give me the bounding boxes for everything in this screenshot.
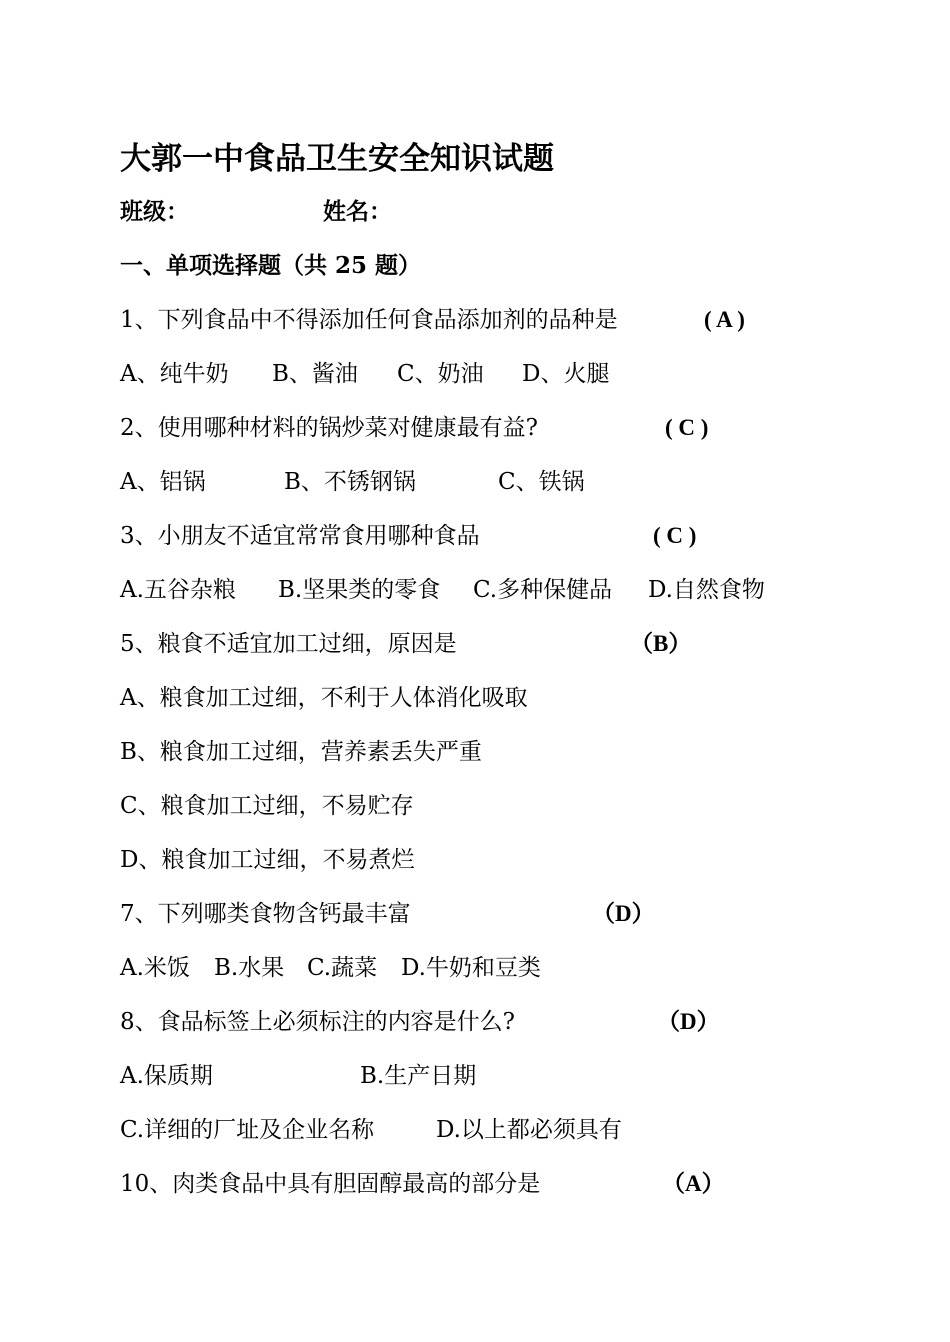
question-5-option-d: D、粮食加工过细，不易煮烂 bbox=[120, 847, 415, 873]
option-a: A、铝锅 bbox=[120, 469, 206, 495]
question-3-answer: ( C ) bbox=[653, 523, 697, 548]
question-7-stem: 7、下列哪类食物含钙最丰富 bbox=[120, 901, 411, 927]
option-c: C.多种保健品 bbox=[473, 577, 613, 603]
class-label: 班级： bbox=[120, 198, 189, 225]
question-8-options-row-1 bbox=[120, 1061, 477, 1091]
option-d: D、火腿 bbox=[522, 361, 610, 387]
option-d: D.牛奶和豆类 bbox=[401, 955, 541, 981]
option-a: A.五谷杂粮 bbox=[120, 577, 236, 603]
question-7-options bbox=[120, 953, 541, 983]
option-b: B.坚果类的零食 bbox=[278, 577, 441, 603]
question-8-answer: （D） bbox=[657, 1009, 720, 1034]
question-5-option-a: A、粮食加工过细，不利于人体消化吸取 bbox=[120, 685, 528, 711]
option-c: C.详细的厂址及企业名称 bbox=[120, 1117, 375, 1143]
question-2-options bbox=[120, 467, 585, 497]
question-5-option-c: C、粮食加工过细，不易贮存 bbox=[120, 793, 414, 819]
question-8-options-row-2 bbox=[120, 1115, 622, 1145]
option-a: A.保质期 bbox=[120, 1063, 213, 1089]
option-a: A.米饭 bbox=[120, 955, 190, 981]
option-c: C、铁锅 bbox=[498, 469, 585, 495]
question-5-answer: （B） bbox=[630, 631, 692, 656]
option-b: B、酱油 bbox=[272, 361, 358, 387]
option-d: D.自然食物 bbox=[648, 577, 765, 603]
question-5-option-b: B、粮食加工过细，营养素丢失严重 bbox=[120, 739, 482, 765]
option-b: B、不锈钢锅 bbox=[284, 469, 416, 495]
document-title: 大郭一中食品卫生安全知识试题 bbox=[120, 141, 554, 177]
question-3-stem: 3、小朋友不适宜常常食用哪种食品 bbox=[120, 523, 480, 549]
option-b: B.水果 bbox=[214, 955, 285, 981]
name-label: 姓名： bbox=[323, 198, 392, 225]
question-8-stem: 8、食品标签上必须标注的内容是什么? bbox=[120, 1009, 515, 1035]
option-b: B.生产日期 bbox=[360, 1063, 477, 1089]
question-1-answer: ( A ) bbox=[704, 307, 745, 332]
section-heading: 一、单项选择题（共 25 题） bbox=[120, 252, 422, 279]
option-c: C、奶油 bbox=[397, 361, 484, 387]
question-10-answer: （A） bbox=[662, 1171, 725, 1196]
option-a: A、纯牛奶 bbox=[120, 361, 229, 387]
question-7-answer: （D） bbox=[592, 901, 655, 926]
question-3-options bbox=[120, 575, 765, 605]
question-10-stem: 10、肉类食品中具有胆固醇最高的部分是 bbox=[120, 1171, 541, 1197]
option-c: C.蔬菜 bbox=[307, 955, 378, 981]
question-5-stem: 5、粮食不适宜加工过细，原因是 bbox=[120, 631, 457, 657]
question-1-options bbox=[120, 359, 610, 389]
option-d: D.以上都必须具有 bbox=[436, 1117, 622, 1143]
question-1-stem: 1、下列食品中不得添加任何食品添加剂的品种是 bbox=[120, 307, 618, 333]
question-2-answer: ( C ) bbox=[665, 415, 709, 440]
question-2-stem: 2、使用哪种材料的锅炒菜对健康最有益? bbox=[120, 415, 538, 441]
